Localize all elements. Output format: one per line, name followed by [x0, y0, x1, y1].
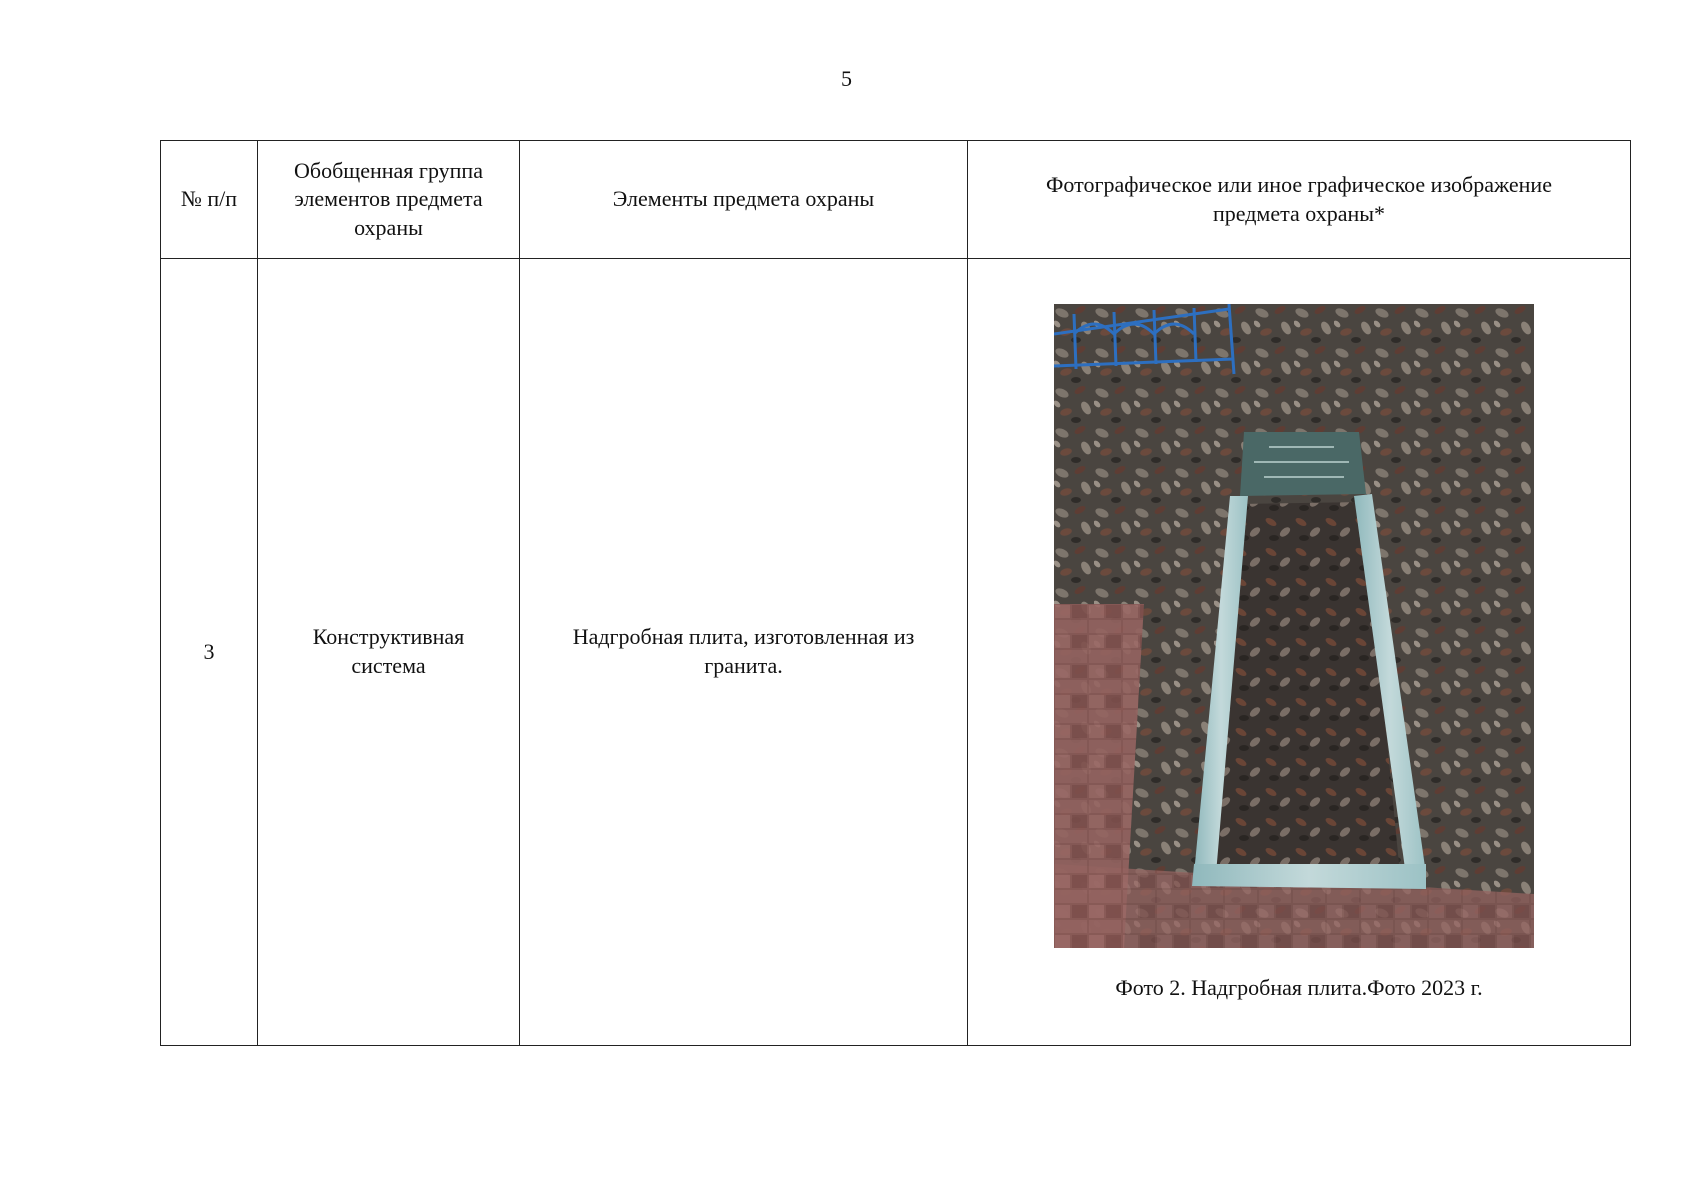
header-group: Обобщенная группа элементов предмета охраны: [258, 141, 520, 259]
protection-table: [160, 140, 1631, 1046]
header-image: Фотографическое или иное графическое изображение предмета охраны*: [968, 141, 1631, 259]
table-row: [161, 259, 1631, 1046]
table-header-row: [161, 141, 1631, 259]
gravestone-photo: [1054, 304, 1534, 948]
page-number: 5: [841, 66, 852, 91]
row-number: 3: [161, 259, 258, 1046]
row-group: Конструктивная система: [258, 259, 520, 1046]
header-number: № п/п: [161, 141, 258, 259]
row-photo-cell: [968, 259, 1631, 1046]
header-elements: Элементы предмета охраны: [520, 141, 968, 259]
row-elements: Надгробная плита, изготовленная из гранита.: [520, 259, 968, 1046]
photo-caption: Фото 2. Надгробная плита.Фото 2023 г.: [1115, 975, 1483, 1000]
